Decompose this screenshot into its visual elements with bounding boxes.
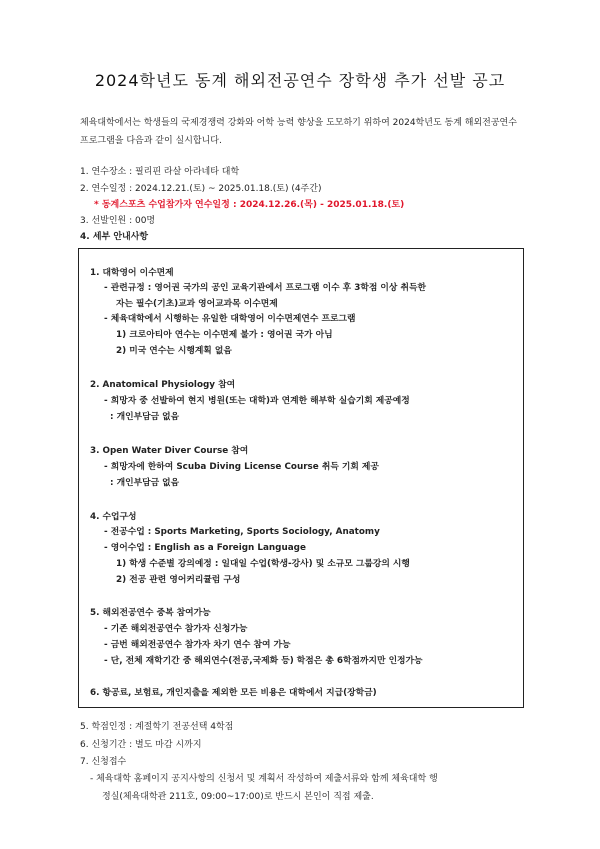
item-credits: 5. 학점인정 : 계절학기 전공선택 4학점 [80, 722, 234, 732]
box-section-5-b: - 금번 해외전공연수 참가자 차기 연수 참여 가능 [104, 640, 291, 650]
box-section-5-title: 5. 해외전공연수 중복 참여가능 [90, 608, 211, 618]
box-section-5-a: - 기존 해외전공연수 참가자 신청가능 [104, 624, 248, 634]
box-section-3-title: 3. Open Water Diver Course 참여 [90, 446, 249, 456]
item-details-heading: 4. 세부 안내사항 [80, 232, 149, 242]
box-section-2-desc: - 희망자 중 선발하여 현지 병원(또는 대학)과 연계한 해부학 실습기회 제공예정 [104, 396, 410, 406]
box-section-3-cost: : 개인부담금 없음 [110, 478, 180, 488]
item-submission: 7. 신청접수 [80, 757, 127, 767]
box-section-2-cost: : 개인부담금 없음 [110, 412, 180, 422]
box-section-1-rule: - 관련규정 : 영어권 국가의 공인 교육기관에서 프로그램 이수 후 3학점 이상 취득한 [104, 283, 426, 293]
item-period: 6. 신청기간 : 별도 마감 시까지 [80, 740, 202, 750]
box-section-1-program: - 체육대학에서 시행하는 유일한 대학영어 이수면제연수 프로그램 [104, 314, 356, 324]
box-section-2-title: 2. Anatomical Physiology 참여 [90, 380, 236, 390]
box-section-4-major: - 전공수업 : Sports Marketing, Sports Sociology, Anatomy [104, 527, 380, 537]
box-section-1-usa: 2) 미국 연수는 시행계획 없음 [116, 346, 232, 356]
page-title: 2024학년도 동계 해외전공연수 장학생 추가 선발 공고 [94, 71, 506, 90]
box-section-6-title: 6. 항공료, 보험료, 개인지출을 제외한 모든 비용은 대학에서 지급(장학금) [90, 688, 377, 698]
box-section-3-desc: - 희망자에 한하여 Scuba Diving License Course 취득 기회 제공 [104, 462, 379, 472]
item-schedule: 2. 연수일정 : 2024.12.21.(토) ~ 2025.01.18.(토) (4주간) [80, 184, 322, 194]
item-headcount: 3. 선발인원 : 00명 [80, 216, 156, 226]
item-location: 1. 연수장소 : 필리핀 라살 아라네타 대학 [80, 167, 240, 177]
box-section-1-title: 1. 대학영어 이수면제 [90, 268, 174, 278]
item-submission-detail-2: 정실(체육대학관 211호, 09:00~17:00)로 반드시 본인이 직접 제출. [102, 792, 374, 802]
item-schedule-note: * 동계스포츠 수업참가자 연수일정 : 2024.12.26.(목) - 2025.01.18.(토) [94, 200, 405, 210]
intro-paragraph: 체육대학에서는 학생들의 국제경쟁력 강화와 어학 능력 향상을 도모하기 위하여 2024학년도 동계 해외전공연수 프로그램을 다음과 같이 실시합니다. [80, 118, 517, 146]
box-section-1-rule-cont: 자는 필수(기초)교과 영어교과목 이수면제 [116, 299, 278, 309]
box-section-4-english: - 영어수업 : English as a Foreign Language [104, 543, 306, 553]
box-section-4-title: 4. 수업구성 [90, 512, 137, 522]
box-section-5-c: - 단, 전체 재학기간 중 해외연수(전공,국제화 등) 학점은 총 6학점까지만 인정가능 [104, 656, 423, 666]
box-section-1-croatia: 1) 크로아티아 연수는 이수면제 불가 : 영어권 국가 아님 [116, 330, 333, 340]
details-box [78, 248, 524, 708]
box-section-4-level: 1) 학생 수준별 강의예정 : 일대일 수업(학생-강사) 및 소규모 그룹강의 시행 [116, 559, 410, 569]
item-submission-detail-1: - 체육대학 홈페이지 공지사항의 신청서 및 계획서 작성하여 제출서류와 함께 체육대학 행 [90, 774, 438, 784]
box-section-4-curriculum: 2) 전공 관련 영어커리큘럼 구성 [116, 575, 241, 585]
